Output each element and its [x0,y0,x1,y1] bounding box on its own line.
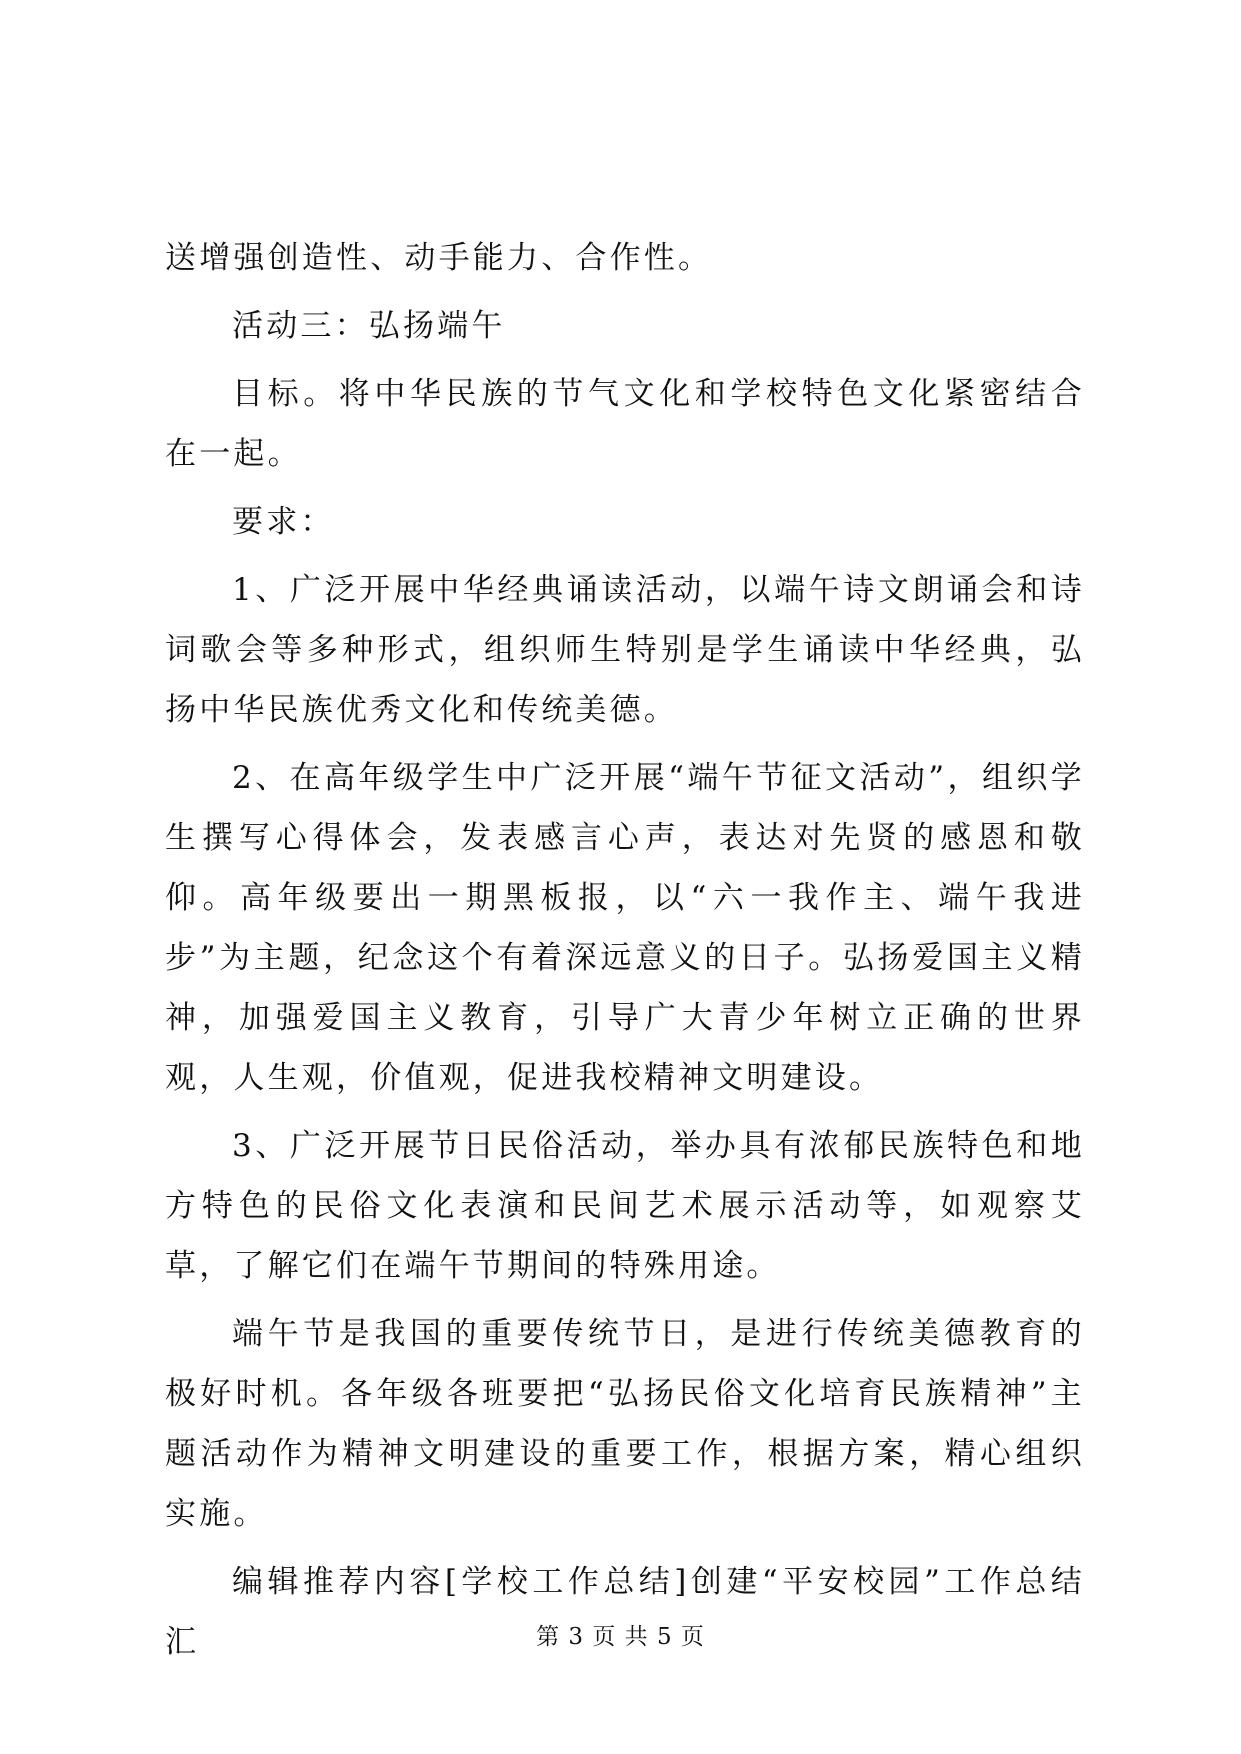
paragraph: 活动三：弘扬端午 [232,308,506,344]
paragraph: 3、广泛开展节日民俗活动，举办具有浓郁民族特色和地方特色的民俗文化表演和民间艺术展示活动等，如观察艾草，了解它们在端午节期间的特殊用途。 [165,1128,1085,1284]
paragraph: 要求： [232,504,335,540]
paragraph: 1、广泛开展中华经典诵读活动，以端午诗文朗诵会和诗词歌会等多种形式，组织师生特别是学生诵读中华经典，弘扬中华民族优秀文化和传统美德。 [165,572,1085,728]
paragraph: 端午节是我国的重要传统节日，是进行传统美德教育的极好时机。各年级各班要把“弘扬民俗文化培育民族精神”主题活动作为精神文明建设的重要工作，根据方案，精心组织实施。 [165,1316,1085,1532]
document-body [165,228,1085,1680]
paragraph: 编辑推荐内容[学校工作总结]创建“平安校园”工作总结汇 [165,1564,1085,1660]
paragraph: 目标。将中华民族的节气文化和学校特色文化紧密结合在一起。 [165,376,1085,472]
paragraph: 送增强创造性、动手能力、合作性。 [165,240,713,276]
page-number-footer: 第 3 页 共 5 页 [536,1624,705,1650]
paragraph: 2、在高年级学生中广泛开展“端午节征文活动”，组织学生撰写心得体会，发表感言心声，表达对先贤的感恩和敬仰。高年级要出一期黑板报，以“六一我作主、端午我进步”为主题，纪念这个有着深远意义的日子。弘扬爱国主义精神，加强爱国主义教育，引导广大青少年树立正确的世界观，人生观，价值观，促进我校精神文明建设。 [165,760,1085,1096]
